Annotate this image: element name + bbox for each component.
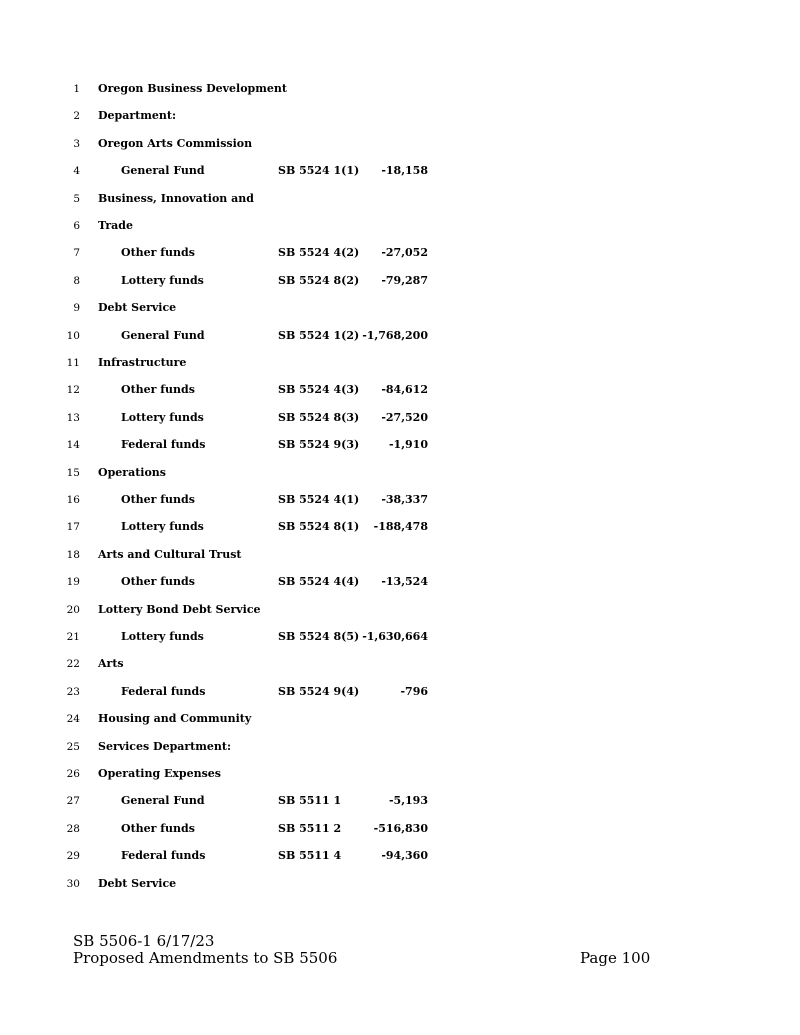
line-number: 6 xyxy=(73,220,80,232)
bill-reference: SB 5524 1(1) xyxy=(278,164,360,178)
document-line xyxy=(0,300,800,316)
document-line xyxy=(0,574,800,590)
document-line xyxy=(0,492,800,508)
document-line xyxy=(0,848,800,864)
document-line xyxy=(0,355,800,371)
line-number: 3 xyxy=(73,137,80,150)
amount: -5,193 xyxy=(388,794,428,808)
bill-reference: SB 5524 9(3) xyxy=(278,438,360,452)
amount: -27,052 xyxy=(381,246,428,260)
line-number: 28 xyxy=(66,822,80,835)
fund-label: Lottery funds xyxy=(121,520,204,534)
fund-label: General Fund xyxy=(121,794,205,808)
bill-reference: SB 5524 4(4) xyxy=(278,575,360,589)
bill-reference: SB 5524 8(2) xyxy=(278,273,360,287)
section-heading: Operating Expenses xyxy=(98,767,221,780)
line-number: 5 xyxy=(73,192,80,205)
fund-label: Other funds xyxy=(121,493,195,506)
fund-label: Lottery funds xyxy=(121,410,204,424)
line-number: 25 xyxy=(66,740,80,753)
bill-reference: SB 5524 4(2) xyxy=(278,246,360,260)
line-number: 13 xyxy=(66,411,80,424)
document-line xyxy=(0,793,800,809)
line-number: 10 xyxy=(66,329,80,342)
bill-reference: SB 5524 8(1) xyxy=(278,520,360,534)
line-number: 11 xyxy=(66,357,80,369)
document-line xyxy=(0,876,800,892)
section-heading: Debt Service xyxy=(98,301,177,315)
fund-label: General Fund xyxy=(121,164,205,178)
bill-reference: SB 5524 4(1) xyxy=(278,493,360,506)
amount: -516,830 xyxy=(373,821,428,835)
footer-page-number: Page 100 xyxy=(580,949,651,967)
line-number: 8 xyxy=(73,274,80,287)
fund-label: General Fund xyxy=(121,328,205,342)
document-line xyxy=(0,629,800,645)
footer-description: Proposed Amendments to SB 5506 xyxy=(73,949,338,967)
amount: -13,524 xyxy=(381,575,428,589)
line-number: 21 xyxy=(66,631,80,643)
bill-reference: SB 5524 8(5) xyxy=(278,630,360,643)
fund-label: Federal funds xyxy=(121,684,206,698)
line-number: 18 xyxy=(66,548,80,561)
bill-reference: SB 5524 9(4) xyxy=(278,684,360,698)
document-line xyxy=(0,547,800,563)
bill-reference: SB 5524 1(2) xyxy=(278,328,360,342)
document-line xyxy=(0,821,800,837)
bill-reference: SB 5511 4 xyxy=(278,849,342,863)
fund-label: Lottery funds xyxy=(121,273,204,287)
fund-label: Federal funds xyxy=(121,849,206,863)
section-heading: Debt Service xyxy=(98,876,177,890)
line-number: 23 xyxy=(66,685,80,698)
line-number: 4 xyxy=(73,165,80,178)
document-line xyxy=(0,711,800,727)
amount: -188,478 xyxy=(373,520,428,534)
section-heading: Arts xyxy=(98,657,124,671)
fund-label: Other funds xyxy=(121,246,195,260)
document-line xyxy=(0,191,800,207)
footer-bill-date: SB 5506-1 6/17/23 xyxy=(73,932,215,950)
line-number: 12 xyxy=(66,384,80,397)
fund-label: Other funds xyxy=(121,821,195,835)
amount: -1,768,200 xyxy=(362,328,428,342)
amount: -38,337 xyxy=(381,493,428,506)
section-heading: Department: xyxy=(98,109,177,123)
section-heading: Lottery Bond Debt Service xyxy=(98,602,261,616)
document-line xyxy=(0,465,800,481)
section-heading: Operations xyxy=(98,465,166,479)
bill-reference: SB 5524 8(3) xyxy=(278,410,360,424)
section-heading: Arts and Cultural Trust xyxy=(98,547,242,561)
section-heading: Trade xyxy=(98,219,133,232)
fund-label: Other funds xyxy=(121,575,195,589)
document-line xyxy=(0,766,800,782)
line-number: 19 xyxy=(66,576,80,589)
section-heading: Infrastructure xyxy=(98,356,187,369)
fund-label: Lottery funds xyxy=(121,630,204,643)
document-line xyxy=(0,684,800,700)
line-number: 22 xyxy=(66,658,80,671)
bill-reference: SB 5524 4(3) xyxy=(278,383,360,397)
line-number: 20 xyxy=(66,603,80,616)
document-line xyxy=(0,739,800,755)
document-line xyxy=(0,108,800,124)
fund-label: Other funds xyxy=(121,383,195,397)
amount: -27,520 xyxy=(381,410,428,424)
line-number: 1 xyxy=(73,83,80,95)
document-line xyxy=(0,437,800,453)
section-heading: Oregon Arts Commission xyxy=(98,136,253,150)
bill-reference: SB 5511 1 xyxy=(278,794,342,808)
document-line xyxy=(0,328,800,344)
document-line xyxy=(0,656,800,672)
document-line xyxy=(0,273,800,289)
document-line xyxy=(0,218,800,234)
document-line xyxy=(0,382,800,398)
document-line xyxy=(0,519,800,535)
line-number: 7 xyxy=(73,247,80,260)
line-number: 2 xyxy=(73,110,80,123)
line-number: 14 xyxy=(66,439,80,452)
line-number: 9 xyxy=(73,302,80,315)
line-number: 24 xyxy=(66,713,80,726)
line-number: 17 xyxy=(66,521,80,534)
bill-reference: SB 5511 2 xyxy=(278,821,342,835)
amount: -1,910 xyxy=(388,438,428,452)
line-number: 16 xyxy=(66,494,80,506)
line-number: 29 xyxy=(66,850,80,863)
amount: -796 xyxy=(400,684,428,698)
fund-label: Federal funds xyxy=(121,438,206,452)
amount: -84,612 xyxy=(381,383,428,397)
line-number: 27 xyxy=(66,795,80,808)
amount: -79,287 xyxy=(381,273,428,287)
amount: -94,360 xyxy=(381,849,428,863)
line-number: 30 xyxy=(66,877,80,890)
section-heading: Housing and Community xyxy=(98,712,252,726)
document-line xyxy=(0,602,800,618)
line-number: 15 xyxy=(66,466,80,479)
document-line xyxy=(0,136,800,152)
section-heading: Oregon Business Development xyxy=(98,82,287,95)
section-heading: Services Department: xyxy=(98,739,232,753)
amount: -18,158 xyxy=(381,164,428,178)
document-line xyxy=(0,410,800,426)
document-line xyxy=(0,81,800,97)
document-line xyxy=(0,245,800,261)
section-heading: Business, Innovation and xyxy=(98,191,254,205)
document-line xyxy=(0,163,800,179)
amount: -1,630,664 xyxy=(362,630,428,643)
line-number: 26 xyxy=(66,768,80,780)
